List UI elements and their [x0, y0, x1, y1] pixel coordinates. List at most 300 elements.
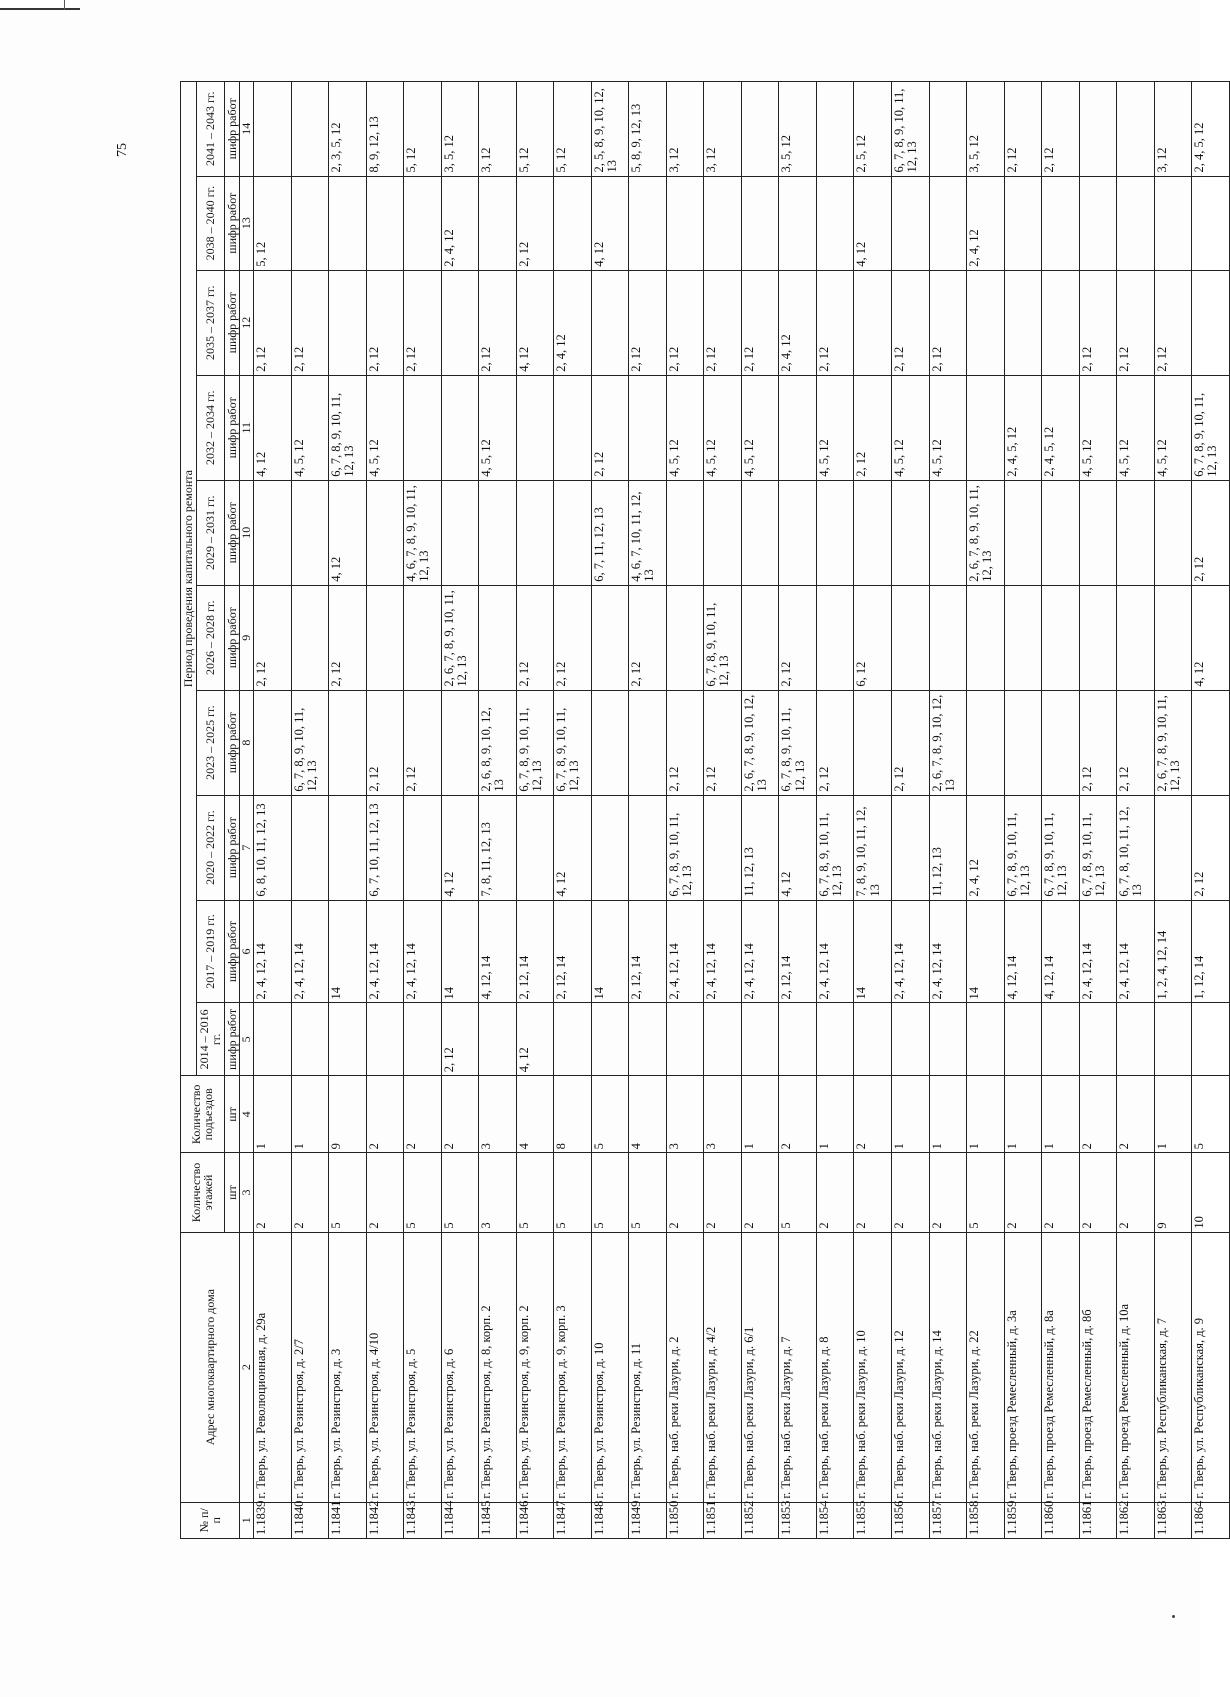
- header-period-3: 2023 – 2025 гг.: [196, 690, 224, 795]
- row-floors: 2: [816, 1153, 854, 1232]
- row-period-codes: 6, 7, 11, 12, 13: [591, 480, 629, 585]
- row-period-codes: [1154, 480, 1192, 585]
- row-period-codes: [253, 82, 291, 177]
- header-period-1: 2017 – 2019 гг.: [196, 900, 224, 1003]
- header-period-0: 2014 – 2016 гг.: [196, 1003, 224, 1076]
- column-index: 1: [240, 1502, 254, 1538]
- row-period-codes: 4, 5, 12: [1079, 375, 1117, 480]
- row-period-codes: [854, 690, 892, 795]
- row-period-codes: [554, 375, 592, 480]
- row-period-codes: 4, 6, 7, 8, 9, 10, 11, 12, 13: [404, 480, 442, 585]
- row-period-codes: 2, 12: [704, 690, 742, 795]
- row-period-codes: [1004, 270, 1042, 375]
- row-period-codes: [1042, 176, 1080, 270]
- row-period-codes: 2, 12: [479, 270, 517, 375]
- header-period-4: 2026 – 2028 гг.: [196, 585, 224, 690]
- row-period-codes: [441, 480, 479, 585]
- row-period-codes: 2, 4, 12: [967, 795, 1005, 900]
- table-row: [704, 82, 742, 1539]
- row-period-codes: 2, 12: [441, 1003, 479, 1076]
- row-period-codes: 4, 5, 12: [366, 375, 404, 480]
- row-period-codes: 2, 4, 12, 14: [816, 900, 854, 1003]
- row-period-codes: 6, 7, 8, 9, 10, 11, 12, 13: [1079, 795, 1117, 900]
- row-period-codes: 2, 6, 7, 8, 9, 10, 11, 12, 13: [1154, 690, 1192, 795]
- table-row: [404, 82, 442, 1539]
- row-period-codes: [1192, 270, 1230, 375]
- table-row: [554, 82, 592, 1539]
- row-period-codes: [1004, 1003, 1042, 1076]
- row-period-codes: 2, 12: [816, 270, 854, 375]
- repair-schedule-table: [180, 81, 1230, 1539]
- table-row: [892, 82, 930, 1539]
- header-code-label: шифр работ: [224, 1003, 240, 1076]
- row-period-codes: 2, 12: [704, 270, 742, 375]
- row-entrances: 1: [253, 1076, 291, 1153]
- row-period-codes: [704, 176, 742, 270]
- row-period-codes: [554, 480, 592, 585]
- row-period-codes: [929, 585, 967, 690]
- table-row: [816, 82, 854, 1539]
- row-entrances: 4: [516, 1076, 554, 1153]
- row-period-codes: 2, 12, 14: [779, 900, 817, 1003]
- row-period-codes: [929, 480, 967, 585]
- row-period-codes: 2, 12: [892, 270, 930, 375]
- row-period-codes: 2, 12: [1079, 270, 1117, 375]
- row-period-codes: [329, 176, 367, 270]
- row-number: 1.1860: [1042, 1502, 1080, 1538]
- column-index: 12: [240, 270, 254, 375]
- row-number: 1.1856: [892, 1502, 930, 1538]
- row-period-codes: [704, 795, 742, 900]
- row-period-codes: [741, 82, 779, 177]
- row-period-codes: 5, 12: [516, 82, 554, 177]
- row-period-codes: [816, 585, 854, 690]
- row-period-codes: [404, 375, 442, 480]
- header-num: № п/п: [181, 1502, 240, 1538]
- row-floors: 5: [516, 1153, 554, 1232]
- row-period-codes: [741, 176, 779, 270]
- column-index: 4: [240, 1076, 254, 1153]
- row-period-codes: [816, 176, 854, 270]
- header-period-9: 2041 – 2043 гг.: [196, 82, 224, 177]
- row-period-codes: 2, 12: [516, 585, 554, 690]
- row-number: 1.1846: [516, 1502, 554, 1538]
- row-entrances: 2: [1079, 1076, 1117, 1153]
- row-period-codes: [929, 1003, 967, 1076]
- row-period-codes: [854, 270, 892, 375]
- table-row: [1004, 82, 1042, 1539]
- table-row: [1117, 82, 1155, 1539]
- row-period-codes: 4, 12, 14: [479, 900, 517, 1003]
- row-period-codes: [1192, 176, 1230, 270]
- row-period-codes: 3, 12: [704, 82, 742, 177]
- row-period-codes: [404, 795, 442, 900]
- row-floors: 5: [329, 1153, 367, 1232]
- page-number: 75: [115, 143, 130, 157]
- row-period-codes: [741, 585, 779, 690]
- row-period-codes: 4, 5, 12: [704, 375, 742, 480]
- table-row: [741, 82, 779, 1539]
- scan-speck: [1172, 1615, 1175, 1618]
- row-period-codes: [329, 1003, 367, 1076]
- row-period-codes: 6, 7, 8, 9, 10, 11, 12, 13: [666, 795, 704, 900]
- row-period-codes: [366, 585, 404, 690]
- row-period-codes: 5, 12: [554, 82, 592, 177]
- row-period-codes: [1042, 1003, 1080, 1076]
- row-period-codes: 1, 2, 4, 12, 14: [1154, 900, 1192, 1003]
- row-period-codes: [479, 480, 517, 585]
- column-index: 3: [240, 1153, 254, 1232]
- header-code-label: шифр работ: [224, 375, 240, 480]
- row-period-codes: 4, 12: [516, 270, 554, 375]
- row-period-codes: [329, 690, 367, 795]
- row-period-codes: [1079, 585, 1117, 690]
- column-index: 11: [240, 375, 254, 480]
- header-period-2: 2020 – 2022 гг.: [196, 795, 224, 900]
- row-period-codes: 6, 7, 8, 9, 10, 11, 12, 13: [1042, 795, 1080, 900]
- row-period-codes: [253, 690, 291, 795]
- row-period-codes: [892, 1003, 930, 1076]
- row-number: 1.1848: [591, 1502, 629, 1538]
- row-address: г. Тверь, ул. Резинстроя, д. 2/7: [291, 1232, 329, 1502]
- row-address: г. Тверь, ул. Резинстроя, д. 9, корп. 2: [516, 1232, 554, 1502]
- row-period-codes: 6, 7, 8, 9, 10, 11, 12, 13: [704, 585, 742, 690]
- row-period-codes: [1004, 480, 1042, 585]
- row-period-codes: [516, 795, 554, 900]
- row-period-codes: [1117, 82, 1155, 177]
- row-period-codes: 2, 3, 5, 12: [329, 82, 367, 177]
- row-period-codes: 6, 7, 8, 10, 11, 12, 13: [1117, 795, 1155, 900]
- row-entrances: 3: [704, 1076, 742, 1153]
- row-floors: 5: [967, 1153, 1005, 1232]
- row-period-codes: 6, 7, 8, 9, 10, 11, 12, 13: [816, 795, 854, 900]
- row-period-codes: 2, 4, 5, 12: [1192, 82, 1230, 177]
- row-period-codes: 6, 7, 8, 9, 10, 11, 12, 13: [554, 690, 592, 795]
- row-period-codes: 8, 9, 12, 13: [366, 82, 404, 177]
- row-period-codes: 2, 12: [929, 270, 967, 375]
- row-period-codes: [892, 480, 930, 585]
- row-period-codes: 4, 5, 12: [816, 375, 854, 480]
- row-period-codes: 2, 6, 7, 8, 9, 10, 11, 12, 13: [441, 585, 479, 690]
- row-period-codes: [441, 270, 479, 375]
- row-period-codes: [591, 270, 629, 375]
- row-period-codes: [854, 480, 892, 585]
- row-period-codes: [967, 1003, 1005, 1076]
- row-period-codes: 2, 4, 12, 14: [741, 900, 779, 1003]
- row-period-codes: [892, 585, 930, 690]
- row-period-codes: 2, 12: [404, 690, 442, 795]
- row-period-codes: 4, 5, 12: [741, 375, 779, 480]
- row-period-codes: 2, 12: [629, 585, 667, 690]
- row-period-codes: [779, 480, 817, 585]
- row-period-codes: [441, 690, 479, 795]
- row-address: г. Тверь, наб. реки Лазури, д. 10: [854, 1232, 892, 1502]
- row-period-codes: [1117, 176, 1155, 270]
- row-period-codes: [291, 82, 329, 177]
- row-period-codes: [554, 1003, 592, 1076]
- row-period-codes: [1154, 585, 1192, 690]
- row-entrances: 2: [779, 1076, 817, 1153]
- header-period-8: 2038 – 2040 гг.: [196, 176, 224, 270]
- row-period-codes: 2, 12: [892, 690, 930, 795]
- row-period-codes: [666, 176, 704, 270]
- row-period-codes: 2, 12: [666, 270, 704, 375]
- row-period-codes: 2, 4, 12, 14: [253, 900, 291, 1003]
- row-number: 1.1839: [253, 1502, 291, 1538]
- row-period-codes: [854, 1003, 892, 1076]
- row-address: г. Тверь, наб. реки Лазури, д. 8: [816, 1232, 854, 1502]
- row-address: г. Тверь, ул. Резинстроя, д. 4/10: [366, 1232, 404, 1502]
- row-entrances: 8: [554, 1076, 592, 1153]
- row-floors: 5: [591, 1153, 629, 1232]
- row-floors: 2: [704, 1153, 742, 1232]
- row-period-codes: 3, 12: [479, 82, 517, 177]
- table-row: [629, 82, 667, 1539]
- column-index: 6: [240, 900, 254, 1003]
- row-entrances: 1: [1154, 1076, 1192, 1153]
- row-period-codes: 2, 4, 12, 14: [404, 900, 442, 1003]
- row-entrances: 1: [892, 1076, 930, 1153]
- row-period-codes: 6, 7, 8, 9, 10, 11, 12, 13: [1004, 795, 1042, 900]
- row-address: г. Тверь, проезд Ремесленный, д. 8а: [1042, 1232, 1080, 1502]
- row-period-codes: [1154, 1003, 1192, 1076]
- row-period-codes: [516, 375, 554, 480]
- row-period-codes: 3, 12: [666, 82, 704, 177]
- row-number: 1.1851: [704, 1502, 742, 1538]
- table-row: [253, 82, 291, 1539]
- row-entrances: 2: [854, 1076, 892, 1153]
- row-period-codes: 3, 12: [1154, 82, 1192, 177]
- row-address: г. Тверь, наб. реки Лазури, д. 14: [929, 1232, 967, 1502]
- header-row-index: [240, 82, 254, 1539]
- row-entrances: 1: [967, 1076, 1005, 1153]
- row-period-codes: 2, 12: [329, 585, 367, 690]
- row-period-codes: 3, 5, 12: [967, 82, 1005, 177]
- row-period-codes: 1, 12, 14: [1192, 900, 1230, 1003]
- row-period-codes: 2, 12, 14: [516, 900, 554, 1003]
- row-period-codes: [666, 480, 704, 585]
- header-code-label: шифр работ: [224, 795, 240, 900]
- row-period-codes: 4, 12: [591, 176, 629, 270]
- row-period-codes: 2, 4, 12, 14: [1079, 900, 1117, 1003]
- row-period-codes: 14: [591, 900, 629, 1003]
- row-period-codes: 6, 7, 8, 9, 10, 11, 12, 13: [329, 375, 367, 480]
- row-period-codes: [929, 82, 967, 177]
- row-period-codes: 6, 7, 8, 9, 10, 11, 12, 13: [516, 690, 554, 795]
- row-address: г. Тверь, проезд Ремесленный, д. 3а: [1004, 1232, 1042, 1502]
- row-period-codes: 2, 12: [1192, 480, 1230, 585]
- row-period-codes: 14: [441, 900, 479, 1003]
- row-period-codes: 7, 8, 9, 10, 11, 12, 13: [854, 795, 892, 900]
- row-period-codes: 2, 12: [1079, 690, 1117, 795]
- row-period-codes: [629, 795, 667, 900]
- row-period-codes: 4, 5, 12: [291, 375, 329, 480]
- row-address: г. Тверь, ул. Резинстроя, д. 6: [441, 1232, 479, 1502]
- row-period-codes: [967, 690, 1005, 795]
- row-entrances: 1: [291, 1076, 329, 1153]
- row-period-codes: 7, 8, 11, 12, 13: [479, 795, 517, 900]
- row-period-codes: 4, 12: [441, 795, 479, 900]
- row-period-codes: [479, 585, 517, 690]
- row-period-codes: [1192, 690, 1230, 795]
- row-period-codes: [1117, 480, 1155, 585]
- row-period-codes: [704, 480, 742, 585]
- row-period-codes: 2, 4, 12, 14: [704, 900, 742, 1003]
- row-period-codes: 2, 6, 8, 9, 10, 12, 13: [479, 690, 517, 795]
- row-entrances: 4: [629, 1076, 667, 1153]
- row-floors: 2: [929, 1153, 967, 1232]
- row-period-codes: 2, 12, 14: [554, 900, 592, 1003]
- row-period-codes: 11, 12, 13: [929, 795, 967, 900]
- row-period-codes: [329, 795, 367, 900]
- row-address: г. Тверь, ул. Республиканская, д. 7: [1154, 1232, 1192, 1502]
- table-row: [779, 82, 817, 1539]
- row-period-codes: 4, 12: [554, 795, 592, 900]
- row-period-codes: 4, 12: [253, 375, 291, 480]
- table-row: [516, 82, 554, 1539]
- column-index: 14: [240, 82, 254, 177]
- header-unit-entrances: шт: [224, 1076, 240, 1153]
- row-entrances: 2: [1117, 1076, 1155, 1153]
- row-number: 1.1849: [629, 1502, 667, 1538]
- row-period-codes: [291, 1003, 329, 1076]
- row-period-codes: 14: [854, 900, 892, 1003]
- row-period-codes: [629, 176, 667, 270]
- row-entrances: 2: [441, 1076, 479, 1153]
- row-period-codes: 6, 7, 8, 9, 10, 11, 12, 13: [291, 690, 329, 795]
- row-period-codes: [1117, 585, 1155, 690]
- row-period-codes: [404, 1003, 442, 1076]
- scan-edge-mark: [0, 8, 80, 10]
- row-address: г. Тверь, ул. Республиканская, д. 9: [1192, 1232, 1230, 1502]
- rotated-table-wrapper: [180, 81, 1230, 1539]
- row-entrances: 1: [929, 1076, 967, 1153]
- row-period-codes: [291, 795, 329, 900]
- row-address: г. Тверь, ул. Резинстроя, д. 8, корп. 2: [479, 1232, 517, 1502]
- header-code-label: шифр работ: [224, 585, 240, 690]
- table-row: [1154, 82, 1192, 1539]
- row-period-codes: 2, 5, 8, 9, 10, 12, 13: [591, 82, 629, 177]
- row-number: 1.1857: [929, 1502, 967, 1538]
- row-period-codes: [291, 176, 329, 270]
- row-floors: 2: [1079, 1153, 1117, 1232]
- row-floors: 2: [666, 1153, 704, 1232]
- row-entrances: 2: [404, 1076, 442, 1153]
- header-floors: Количество этажей: [181, 1153, 225, 1232]
- row-period-codes: [929, 176, 967, 270]
- row-floors: 2: [1042, 1153, 1080, 1232]
- row-number: 1.1858: [967, 1502, 1005, 1538]
- row-number: 1.1855: [854, 1502, 892, 1538]
- row-period-codes: 2, 12: [253, 270, 291, 375]
- row-period-codes: [816, 82, 854, 177]
- header-period: Период проведения капитального ремонта: [181, 82, 197, 1076]
- row-period-codes: 2, 12: [404, 270, 442, 375]
- row-period-codes: [741, 1003, 779, 1076]
- column-index: 13: [240, 176, 254, 270]
- row-period-codes: 4, 12: [1192, 585, 1230, 690]
- row-address: г. Тверь, ул. Резинстроя, д. 3: [329, 1232, 367, 1502]
- row-period-codes: [1154, 176, 1192, 270]
- row-period-codes: [479, 1003, 517, 1076]
- row-address: г. Тверь, наб. реки Лазури, д. 6/1: [741, 1232, 779, 1502]
- column-index: 8: [240, 690, 254, 795]
- header-code-label: шифр работ: [224, 270, 240, 375]
- row-period-codes: [591, 1003, 629, 1076]
- row-period-codes: [1042, 270, 1080, 375]
- row-period-codes: 2, 12: [741, 270, 779, 375]
- row-entrances: 1: [1004, 1076, 1042, 1153]
- row-floors: 2: [1117, 1153, 1155, 1232]
- row-period-codes: 4, 5, 12: [929, 375, 967, 480]
- row-period-codes: 4, 5, 12: [892, 375, 930, 480]
- row-period-codes: [253, 1003, 291, 1076]
- row-period-codes: [1192, 1003, 1230, 1076]
- row-period-codes: 6, 12: [854, 585, 892, 690]
- row-period-codes: [816, 1003, 854, 1076]
- row-floors: 10: [1192, 1153, 1230, 1232]
- row-period-codes: 6, 7, 10, 11, 12, 13: [366, 795, 404, 900]
- row-entrances: 5: [1192, 1076, 1230, 1153]
- row-period-codes: 6, 8, 10, 11, 12, 13: [253, 795, 291, 900]
- row-entrances: 1: [1042, 1076, 1080, 1153]
- row-period-codes: [554, 176, 592, 270]
- row-period-codes: 2, 12: [666, 690, 704, 795]
- row-period-codes: [591, 585, 629, 690]
- row-period-codes: 2, 12: [816, 690, 854, 795]
- table-row: [929, 82, 967, 1539]
- header-code-label: шифр работ: [224, 82, 240, 177]
- row-period-codes: 4, 5, 12: [1154, 375, 1192, 480]
- row-period-codes: 4, 5, 12: [666, 375, 704, 480]
- row-period-codes: 2, 12: [253, 585, 291, 690]
- row-period-codes: [1004, 690, 1042, 795]
- header-code-label: шифр работ: [224, 690, 240, 795]
- row-number: 1.1843: [404, 1502, 442, 1538]
- row-period-codes: 2, 4, 12, 14: [666, 900, 704, 1003]
- row-address: г. Тверь, наб. реки Лазури, д. 4/2: [704, 1232, 742, 1502]
- row-number: 1.1847: [554, 1502, 592, 1538]
- row-period-codes: 2, 12: [1042, 82, 1080, 177]
- row-entrances: 1: [816, 1076, 854, 1153]
- row-period-codes: 5, 12: [404, 82, 442, 177]
- table-row: [441, 82, 479, 1539]
- row-period-codes: [291, 480, 329, 585]
- row-period-codes: 14: [967, 900, 1005, 1003]
- row-floors: 5: [404, 1153, 442, 1232]
- row-floors: 5: [554, 1153, 592, 1232]
- row-address: г. Тверь, ул. Революционная, д. 29а: [253, 1232, 291, 1502]
- header-code-label: шифр работ: [224, 900, 240, 1003]
- row-period-codes: [779, 176, 817, 270]
- row-period-codes: 2, 4, 12, 14: [366, 900, 404, 1003]
- row-period-codes: [1042, 585, 1080, 690]
- row-number: 1.1852: [741, 1502, 779, 1538]
- table-row: [591, 82, 629, 1539]
- header-row-top: [181, 82, 197, 1539]
- table-body: [253, 82, 1229, 1539]
- table-row: [479, 82, 517, 1539]
- row-number: 1.1844: [441, 1502, 479, 1538]
- row-floors: 2: [291, 1153, 329, 1232]
- row-period-codes: 2, 6, 7, 8, 9, 10, 11, 12, 13: [967, 480, 1005, 585]
- row-period-codes: [591, 795, 629, 900]
- row-period-codes: 2, 4, 12, 14: [1117, 900, 1155, 1003]
- row-number: 1.1854: [816, 1502, 854, 1538]
- row-period-codes: [1042, 690, 1080, 795]
- row-address: г. Тверь, наб. реки Лазури, д. 12: [892, 1232, 930, 1502]
- row-period-codes: 5, 12: [253, 176, 291, 270]
